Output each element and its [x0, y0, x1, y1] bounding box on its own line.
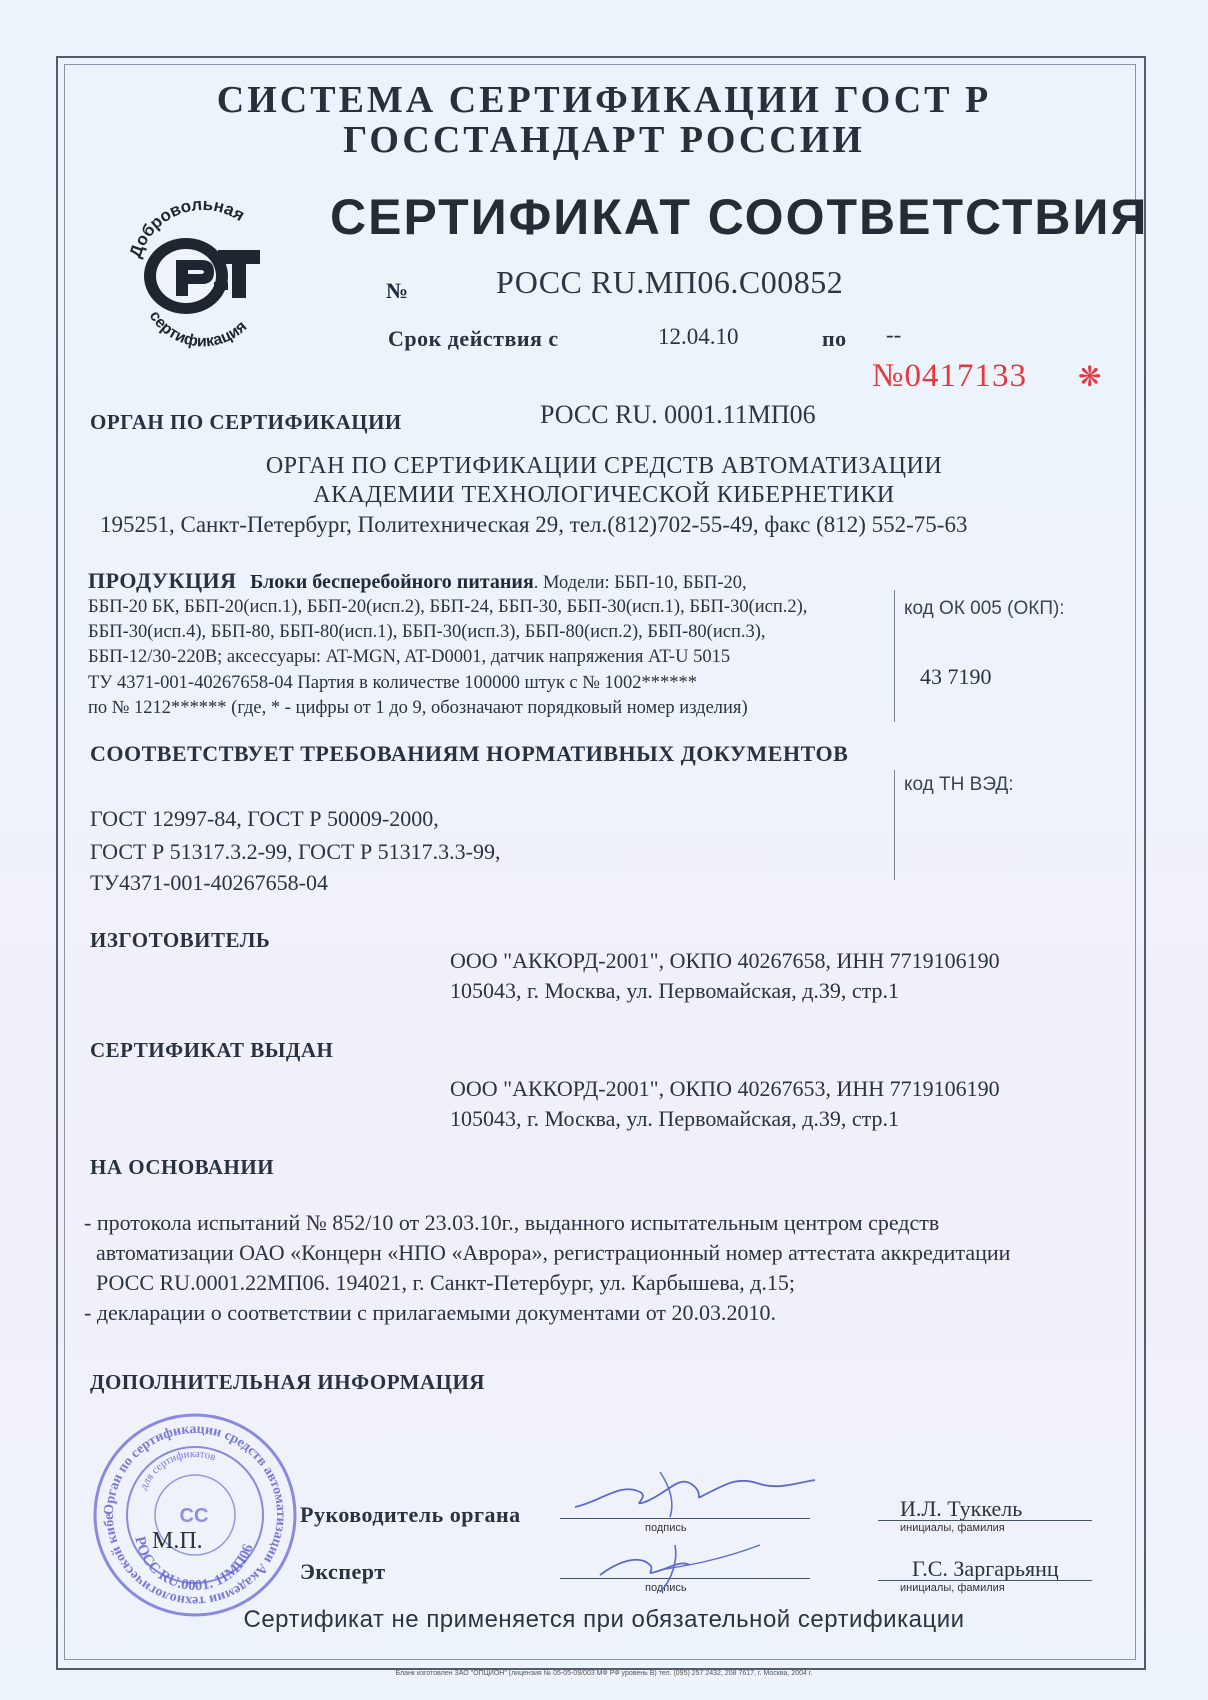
certificate-title: СЕРТИФИКАТ СООТВЕТСТВИЯ: [330, 189, 1149, 245]
number-label: №: [386, 278, 409, 303]
product-batch: ТУ 4371-001-40267658-04 Партия в количестве 100000 штук с № 1002******: [88, 673, 698, 693]
product-line1: [88, 568, 747, 595]
expert-label: Эксперт: [300, 1559, 386, 1584]
cert-body-name-line2: АКАДЕМИИ ТЕХНОЛОГИЧЕСКОЙ КИБЕРНЕТИКИ: [313, 482, 895, 508]
head-sign-caption: подпись: [645, 1522, 687, 1534]
mp-label: М.П.: [152, 1528, 203, 1554]
head-signature: [570, 1462, 820, 1522]
norms-label: СООТВЕТСТВУЕТ ТРЕБОВАНИЯМ НОРМАТИВНЫХ ДОКУМЕНТОВ: [90, 741, 849, 766]
stamp-inner-text: для сертификатов: [137, 1447, 218, 1492]
expert-sign-caption: подпись: [645, 1582, 687, 1594]
expert-signature: [560, 1530, 800, 1600]
manufacturer-line2: 105043, г. Москва, ул. Первомайская, д.39, стр.1: [450, 978, 900, 1003]
handwritten-signature-icon: [570, 1462, 820, 1522]
head-label: Руководитель органа: [300, 1502, 521, 1527]
basis-line4: - декларации о соответствии с прилагаемыми документами от 20.03.2010.: [84, 1300, 777, 1325]
system-heading: СИСТЕМА СЕРТИФИКАЦИИ ГОСТ Р: [216, 79, 992, 121]
basis-line3: РОСС RU.0001.22МП06. 194021, г. Санкт-Петербург, ул. Карбышева, д.15;: [96, 1270, 796, 1295]
product-label: ПРОДУКЦИЯ: [88, 568, 237, 593]
svg-text:для сертификатов: [137, 1448, 217, 1492]
svg-text:CC: CC: [179, 1505, 209, 1527]
validity-to-label: по: [822, 326, 847, 351]
voluntary-certification-logo-icon: [118, 190, 288, 360]
product-serial-range: по № 1212****** (где, * - цифры от 1 до 9, обозначают порядковый номер изделия): [88, 698, 748, 718]
manufacturer-label: ИЗГОТОВИТЕЛЬ: [90, 928, 271, 952]
product-models-start: . Модели: ББП-10, ББП-20,: [533, 573, 747, 593]
norms-line3: ТУ4371-001-40267658-04: [90, 870, 328, 895]
basis-line1: - протокола испытаний № 852/10 от 23.03.10г., выданного испытательным центром средств: [84, 1210, 940, 1235]
basis-label: НА ОСНОВАНИИ: [90, 1155, 275, 1179]
blank-serial-number: №0417133: [872, 358, 1027, 394]
handwritten-signature-icon: [560, 1530, 800, 1600]
manufacturer-line1: ООО "АККОРД-2001", ОКПО 40267658, ИНН 7719106190: [450, 948, 1000, 973]
footer-note: Сертификат не применяется при обязательной сертификации: [243, 1606, 965, 1633]
norms-line1: ГОСТ 12997-84, ГОСТ Р 50009-2000,: [90, 806, 439, 831]
round-stamp: [90, 1410, 300, 1620]
head-name-caption: инициалы, фамилия: [900, 1522, 1005, 1534]
issued-to-line2: 105043, г. Москва, ул. Первомайская, д.39, стр.1: [450, 1106, 900, 1131]
cert-body-name-line1: ОРГАН ПО СЕРТИФИКАЦИИ СРЕДСТВ АВТОМАТИЗАЦИИ: [265, 453, 943, 479]
gosstandart-heading: ГОССТАНДАРТ РОССИИ: [343, 119, 865, 161]
print-info: Бланк изготовлен ЗАО "ОПЦИОН" (лицензия № 05-05-09/003 МФ РФ уровень В) тел. (095) 257 2432, 208 7617, г. Москва, 2004 г.: [395, 1670, 813, 1677]
product-name: Блоки бесперебойного питания: [250, 571, 534, 593]
serial-mark-icon: ❋: [1078, 362, 1103, 393]
expert-name-caption: инициалы, фамилия: [900, 1582, 1005, 1594]
expert-name: Г.С. Заргарьянц: [912, 1556, 1059, 1581]
validity-from: 12.04.10: [658, 324, 739, 349]
certificate-number: РОСС RU.МП06.С00852: [496, 264, 844, 300]
okp-divider: [894, 590, 895, 722]
head-name-line: [878, 1520, 1092, 1521]
svg-text:сертификация: [146, 308, 251, 351]
stamp-outer-text: Орган по сертификации средств автоматизации Академии технологической кибе: [101, 1421, 289, 1609]
logo-bottom-text: сертификация: [145, 307, 251, 351]
basis-line2: автоматизации ОАО «Концерн «НПО «Аврора», регистрационный номер аттестата аккредитации: [96, 1240, 1011, 1265]
okp-label: код ОК 005 (ОКП):: [904, 598, 1065, 619]
norms-line2: ГОСТ Р 51317.3.2-99, ГОСТ Р 51317.3.3-99,: [90, 839, 501, 864]
issued-to-line1: ООО "АККОРД-2001", ОКПО 40267653, ИНН 7719106190: [450, 1076, 1000, 1101]
issued-to-label: СЕРТИФИКАТ ВЫДАН: [90, 1038, 334, 1062]
product-models-line2: ББП-20 БК, ББП-20(исп.1), ББП-20(исп.2), ББП-24, ББП-30, ББП-30(исп.1), ББП-30(исп.2),: [88, 597, 808, 617]
rst-logo: [118, 190, 288, 360]
cert-body-address: 195251, Санкт-Петербург, Политехническая 29, тел.(812)702-55-49, факс (812) 552-75-63: [100, 512, 968, 537]
stamp-seal-icon: [90, 1410, 300, 1620]
cert-body-label: ОРГАН ПО СЕРТИФИКАЦИИ: [90, 410, 402, 434]
product-accessories: ББП-12/30-220В; аксессуары: AT-MGN, AT-D0001, датчик напряжения AT-U 5015: [88, 647, 731, 667]
validity-to: --: [886, 322, 902, 347]
okp-value: 43 7190: [920, 664, 992, 689]
logo-top-text: Добровольная: [125, 194, 248, 261]
validity-label: Срок действия с: [388, 326, 559, 351]
tnved-divider: [894, 770, 895, 880]
expert-name-line: [878, 1580, 1092, 1581]
stamp-code-text: РОСС RU.0001. 11МП06: [131, 1535, 257, 1595]
product-models-line3: ББП-30(исп.4), ББП-80, ББП-80(исп.1), ББП-30(исп.3), ББП-80(исп.2), ББП-80(исп.3),: [88, 622, 766, 642]
tnved-label: код ТН ВЭД:: [904, 774, 1014, 795]
additional-info-label: ДОПОЛНИТЕЛЬНАЯ ИНФОРМАЦИЯ: [90, 1370, 485, 1394]
cert-body-code: РОСС RU. 0001.11МП06: [540, 400, 816, 429]
head-name: И.Л. Туккель: [900, 1496, 1023, 1521]
